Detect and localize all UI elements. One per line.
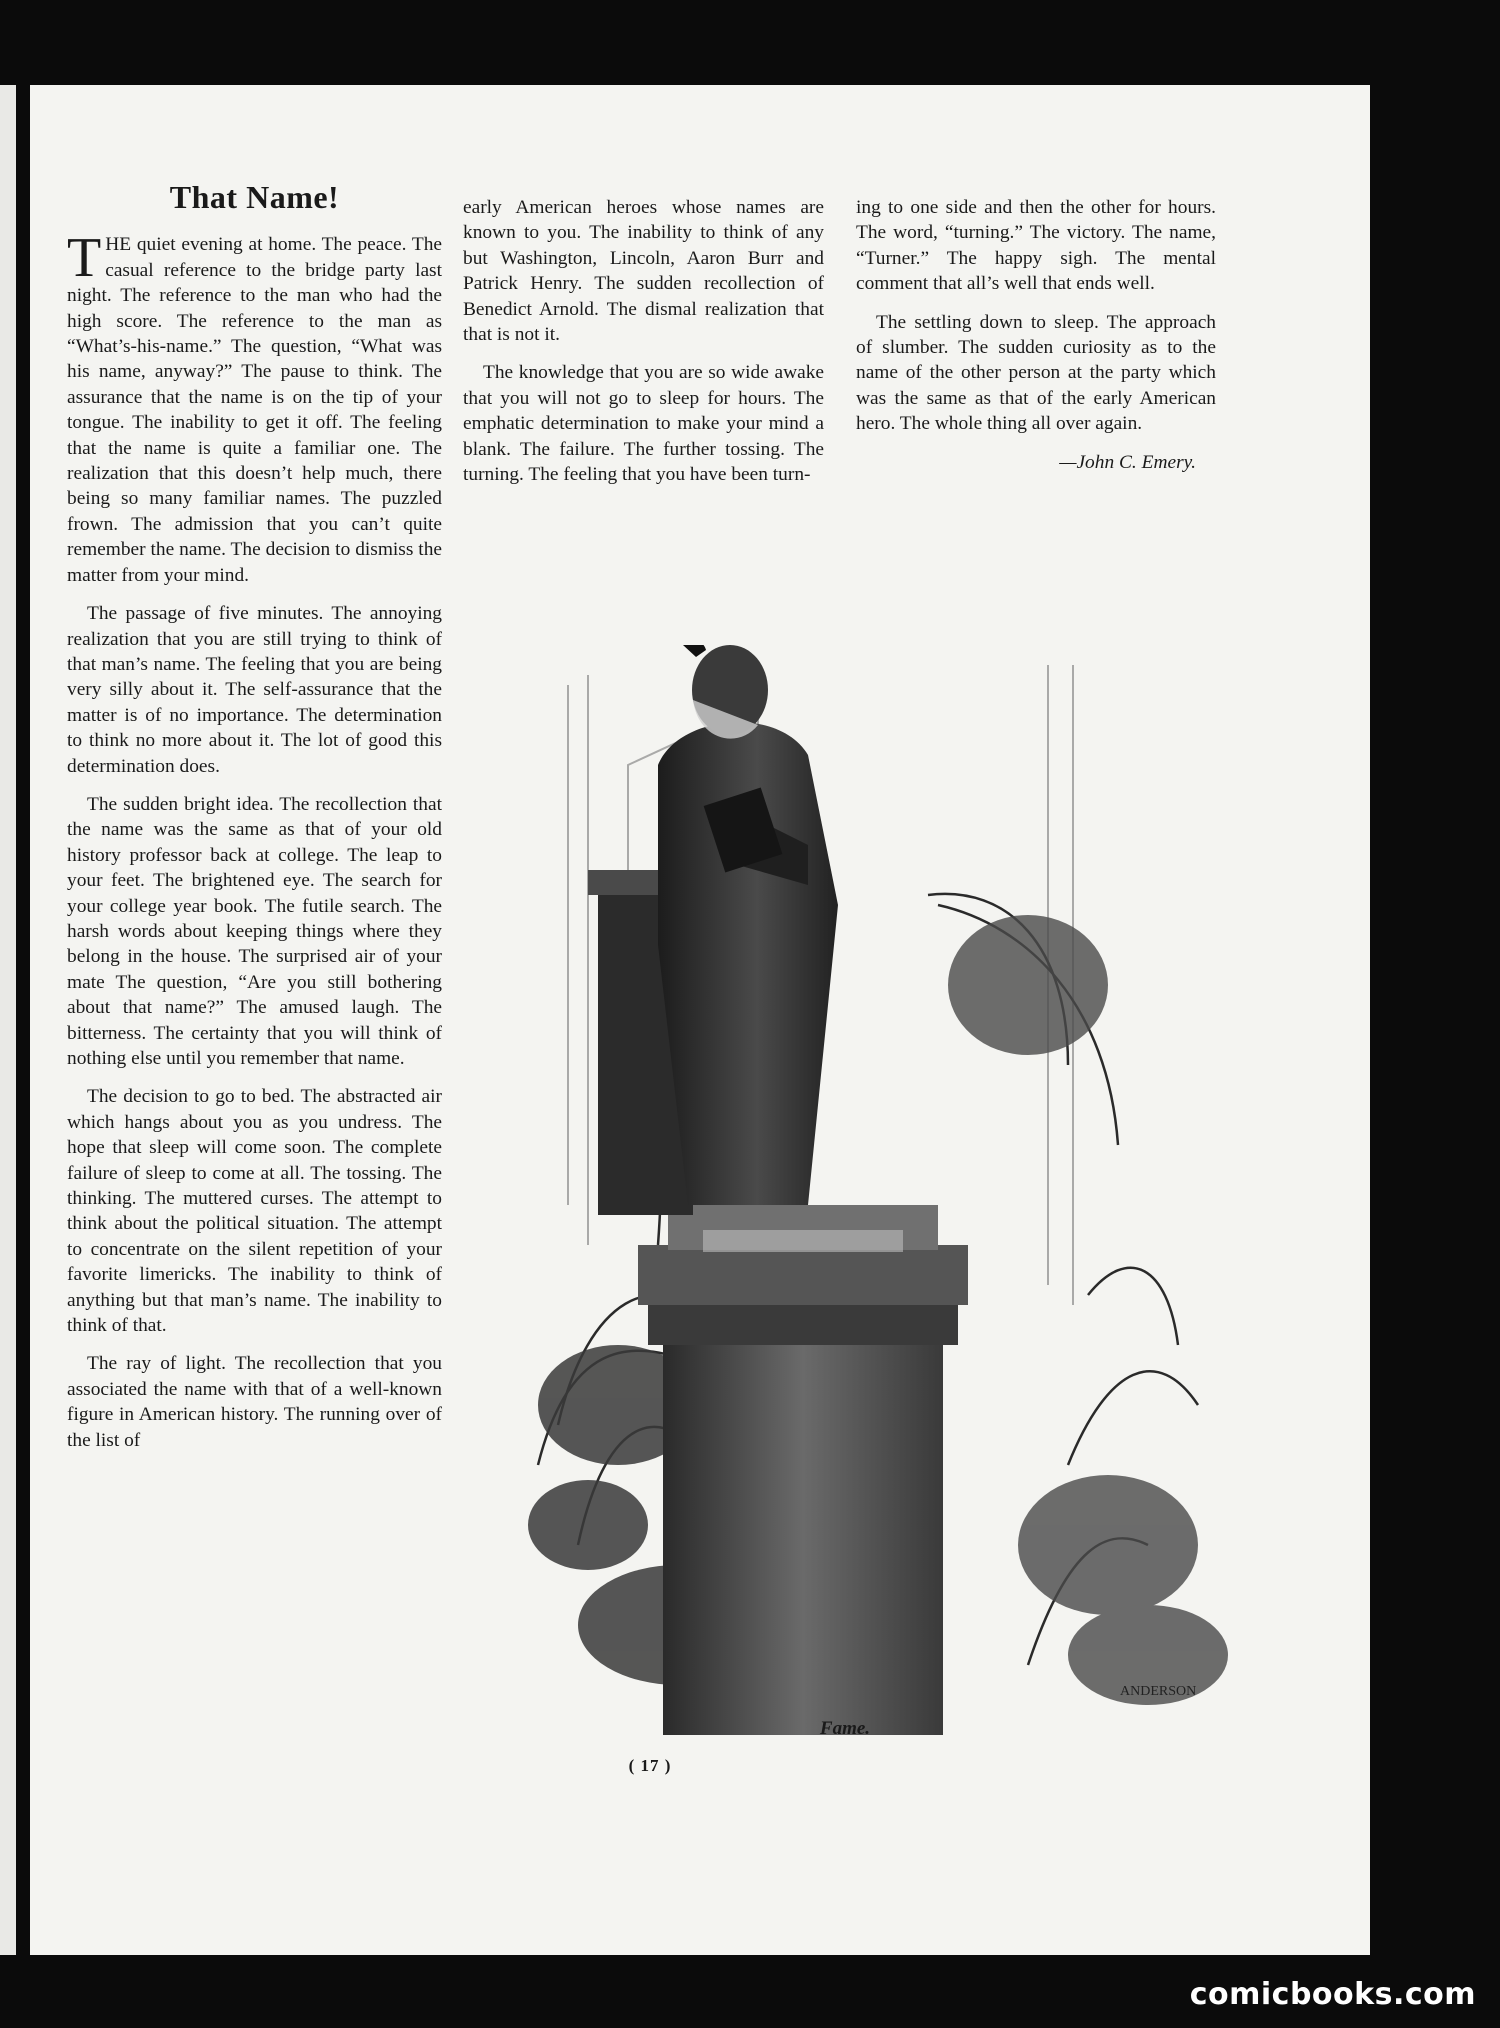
article-column-2 — [463, 195, 824, 500]
article-paragraph-4: The decision to go to bed. The abstracted air which hangs about you as you undress. The hope that sleep will come soon. The complete failure of sleep to come at all. The tossing. The thinking. The muttered curses. The attempt to think about the political situation. The attempt to concentrate on the silent repetition of your favorite limericks. The inability to think of anything but that man’s name. The inability to think of that. — [67, 1086, 442, 1337]
article-paragraph-8: ing to one side and then the other for hours. The word, “turning.” The victory. The name, “Turner.” The happy sigh. The mental comment that all’s well that ends well. — [856, 197, 1216, 295]
adjacent-page-edge — [0, 85, 16, 1955]
artist-signature: ANDERSON — [1120, 1684, 1197, 1699]
statue-illustration — [508, 645, 1228, 1735]
illustration-caption: Fame. — [819, 1718, 871, 1739]
article-paragraph-2: The passage of five minutes. The annoying realization that you are still trying to think of that man’s name. The feeling that you are being very silly about it. The self-assurance that the matter is of no importance. The determination to think no more about it. The lot of good this determination does. — [67, 603, 442, 777]
article-column-1 — [67, 179, 442, 1466]
article-paragraph-9: The settling down to sleep. The approach of slumber. The sudden curiosity as to the name of the other person at the party which was the same as that of the early American hero. The whole thing all over again. — [856, 311, 1216, 435]
article-column-3 — [856, 195, 1216, 475]
page-number: ( 17 ) — [628, 1756, 672, 1775]
article-title: That Name! — [169, 179, 340, 215]
article-paragraph-6: early American heroes whose names are known to you. The inability to think of any but Washington, Lincoln, Aaron Burr and Patrick Henry. The sudden recollection of Benedict Arnold. The dismal realization that that is not it. — [463, 197, 824, 346]
magazine-page — [30, 85, 1370, 1955]
watermark: comicbooks.com — [1189, 1977, 1476, 2012]
drop-cap: T — [67, 227, 102, 290]
paragraph-text: HE quiet evening at home. The peace. The casual reference to the bridge party last night. The reference to the man who had the high score. The reference to the man as “What’s-his-name.” The question, “What was his name, anyway?” The pause to think. The assurance that the name is on the tip of your tongue. The inability to get it off. The feeling that the name is quite a familiar one. The realization that this doesn’t help much, there being so many familiar names. The puzzled frown. The admission that you can’t quite remember the name. The decision to dismiss the matter from your mind. — [67, 234, 442, 586]
article-paragraph-3: The sudden bright idea. The recollection that the name was the same as that of your old history professor back at college. The leap to your feet. The brightened eye. The search for your college year book. The futile search. The harsh words about keeping things where they belong in the house. The surprised air of your mate The question, “Are you still bothering about that name?” The amused laugh. The bitterness. The certainty that you will think of nothing else until you remember that name. — [67, 793, 442, 1069]
article-paragraph-7: The knowledge that you are so wide awake that you will not go to sleep for hours. The emphatic determination to make your mind a blank. The failure. The further tossing. The turning. The feeling that you have been turn- — [463, 362, 824, 486]
article-paragraph-5: The ray of light. The recollection that you associated the name with that of a well-known figure in American history. The running over of the list of — [67, 1353, 442, 1451]
article-paragraph-1 — [67, 227, 442, 588]
author-signature: —John C. Emery. — [1059, 451, 1196, 473]
